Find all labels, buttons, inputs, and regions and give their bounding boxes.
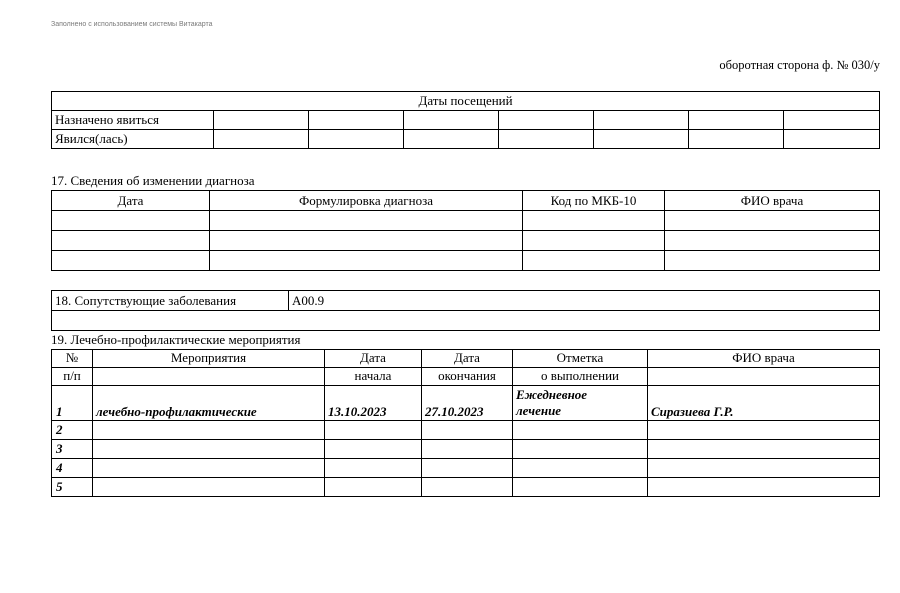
table-row [52,130,880,149]
row-label: Назначено явиться [52,111,214,130]
diagnosis-changes-table [51,190,880,271]
row-label: Явился(лась) [52,130,214,149]
end-date-cell [422,478,513,497]
table-cell [210,251,523,271]
row-number: 5 [52,478,93,497]
table-row [52,440,880,459]
row-number: 4 [52,459,93,478]
row-number: 3 [52,440,93,459]
doctor-cell [648,440,880,459]
column-header: Код по МКБ-10 [523,191,665,211]
table-row [52,231,880,251]
column-header: ФИО врача [665,191,880,211]
visit-cell [784,111,880,130]
table-row [52,478,880,497]
table-cell [665,211,880,231]
completion-mark-line2: лечение [516,403,562,418]
completion-mark-cell [513,421,648,440]
event-cell [93,459,325,478]
start-date-cell [325,421,422,440]
visit-cell [214,130,309,149]
table-cell [523,251,665,271]
column-header: Дата [52,191,210,211]
end-date-cell [422,459,513,478]
doctor-cell [648,478,880,497]
table-row [52,211,880,231]
column-header: Дата [325,350,422,368]
visit-cell [404,111,499,130]
doctor-cell [648,421,880,440]
row-number: 2 [52,421,93,440]
event-cell [93,478,325,497]
visit-cell [214,111,309,130]
completion-mark-cell [513,478,648,497]
event-cell: лечебно-профилактические [93,386,325,421]
form-reference: оборотная сторона ф. № 030/у [719,58,880,72]
visit-cell [689,111,784,130]
end-date-cell [422,440,513,459]
column-header: начала [325,368,422,386]
visit-cell [784,130,880,149]
start-date-cell [325,440,422,459]
completion-mark-cell [513,386,648,421]
column-header: Формулировка диагноза [210,191,523,211]
column-header: Мероприятия [93,350,325,368]
column-header: ФИО врача [648,350,880,368]
event-cell [93,421,325,440]
event-cell [93,440,325,459]
comorbidities-table [51,290,880,331]
table-row [52,111,880,130]
column-header: о выполнении [513,368,648,386]
visit-cell [594,130,689,149]
doctor-cell: Сиразиева Г.Р. [648,386,880,421]
completion-mark-cell [513,459,648,478]
table-row [52,386,880,421]
visit-cell [499,111,594,130]
treatment-title: 19. Лечебно-профилактические мероприятия [51,332,301,347]
completion-mark-cell [513,440,648,459]
comorbidities-extra [52,311,880,331]
visit-dates-table [51,91,880,149]
column-header: п/п [52,368,93,386]
start-date-cell: 13.10.2023 [325,386,422,421]
table-cell [665,251,880,271]
end-date-cell: 27.10.2023 [422,386,513,421]
doctor-cell [648,459,880,478]
column-header: Отметка [513,350,648,368]
start-date-cell [325,459,422,478]
visit-cell [404,130,499,149]
table-cell [523,231,665,251]
visit-cell [594,111,689,130]
table-cell [52,231,210,251]
completion-mark-line1: Ежедневное [516,387,588,402]
end-date-cell [422,421,513,440]
table-row [52,459,880,478]
column-header: Дата [422,350,513,368]
visit-dates-header: Даты посещений [52,92,880,111]
generated-by-note: Заполнено с использованием системы Витакарта [51,21,213,28]
column-header: окончания [422,368,513,386]
comorbidities-label: 18. Сопутствующие заболевания [52,291,289,311]
visit-cell [689,130,784,149]
column-header: № [52,350,93,368]
table-cell [210,231,523,251]
column-header [648,368,880,386]
table-row [52,421,880,440]
table-cell [523,211,665,231]
table-cell [665,231,880,251]
comorbidities-value: A00.9 [289,291,880,311]
diagnosis-changes-title: 17. Сведения об изменении диагноза [51,173,255,188]
table-row [52,251,880,271]
treatment-table [51,349,880,497]
column-header [93,368,325,386]
table-cell [52,251,210,271]
table-cell [210,211,523,231]
table-cell [52,211,210,231]
visit-cell [499,130,594,149]
row-number: 1 [52,386,93,421]
visit-cell [309,130,404,149]
start-date-cell [325,478,422,497]
visit-cell [309,111,404,130]
